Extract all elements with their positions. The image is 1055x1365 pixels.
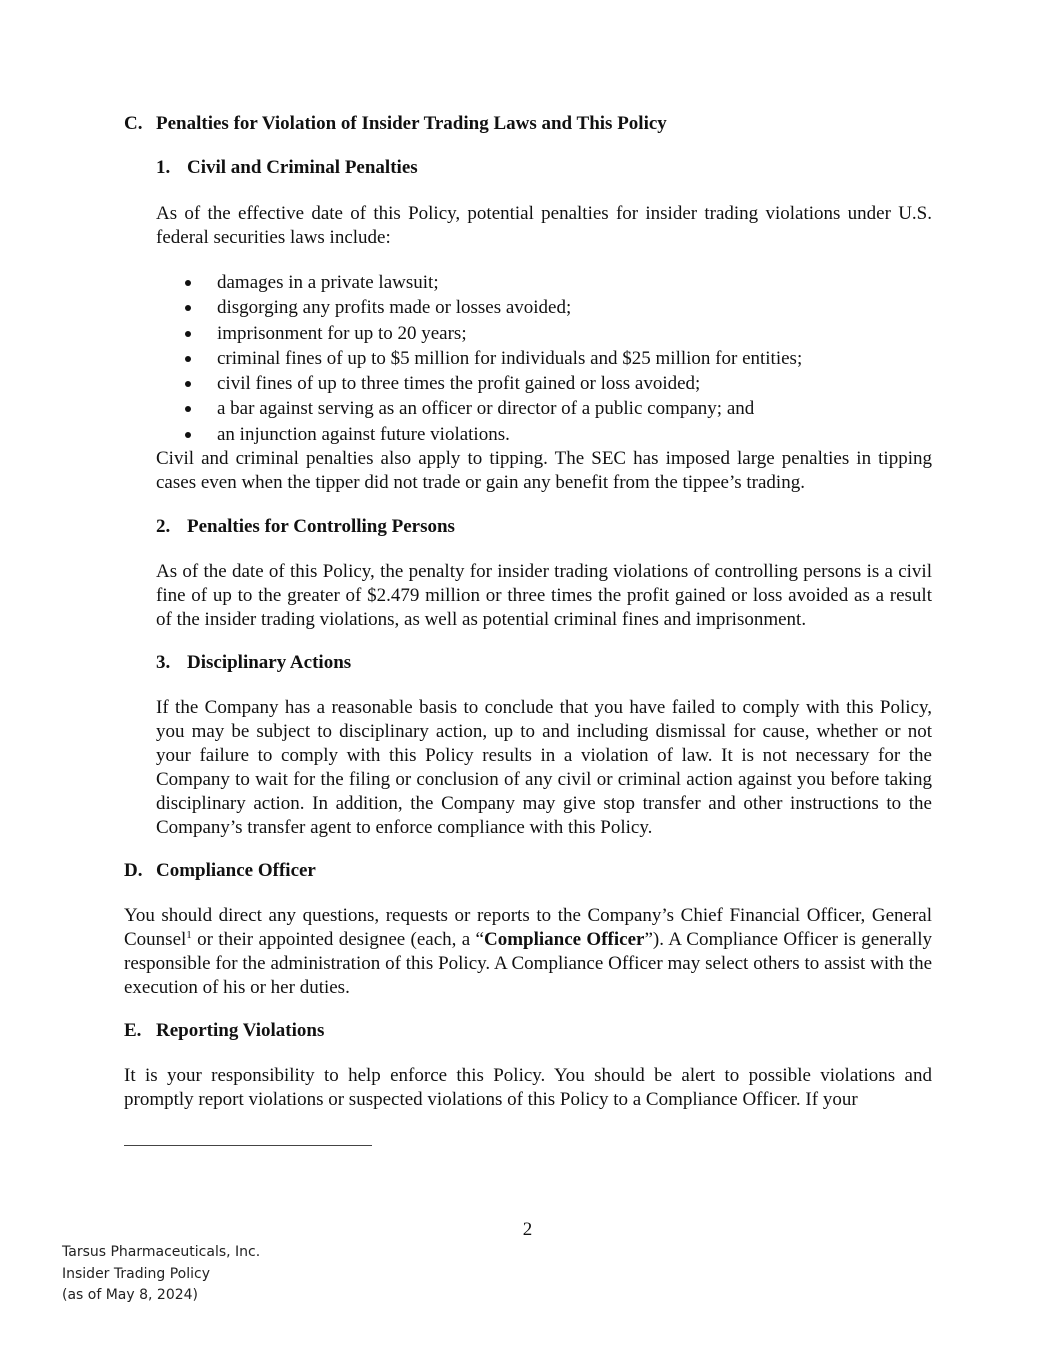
section-c-letter: C.	[124, 113, 143, 134]
subsection-2-number: 2.	[156, 516, 171, 537]
defined-term: Compliance Officer	[483, 929, 645, 950]
bullet-icon	[185, 305, 191, 311]
subsection-2-paragraph: As of the date of this Policy, the penalty for insider trading violations of controlling persons is a civil fine of up to the greater of $2.479 million or three times the profit gained or loss avoided as a result of the insider trading violations, as well as potential criminal fines and imprisonment.	[156, 561, 932, 630]
section-c-title: Penalties for Violation of Insider Trading Laws and This Policy	[156, 113, 667, 134]
section-e-heading	[124, 1020, 324, 1042]
subsection-3-paragraph: If the Company has a reasonable basis to conclude that you have failed to comply with this Policy, you may be subject to disciplinary action, up to and including dismissal for cause, whether or not your failure to comply with this Policy results in a violation of law. It is not necessary for the Company to wait for the filing or conclusion of any civil or criminal action against you before taking disciplinary action. In addition, the Company may give stop transfer and other instructions to the Company’s transfer agent to enforce compliance with this Policy.	[156, 697, 932, 838]
subsection-1-number: 1.	[156, 157, 171, 178]
footer-date: (as of May 8, 2024)	[62, 1287, 199, 1303]
section-c-heading	[124, 113, 667, 135]
bullet-icon	[185, 406, 191, 412]
subsection-3-title: Disciplinary Actions	[187, 652, 352, 673]
subsection-2-title: Penalties for Controlling Persons	[187, 516, 455, 537]
bullet-icon	[185, 280, 191, 286]
list-item: damages in a private lawsuit;	[156, 270, 916, 295]
subsection-1-title: Civil and Criminal Penalties	[187, 157, 418, 178]
tipping-paragraph: Civil and criminal penalties also apply to tipping. The SEC has imposed large penalties in tipping cases even when the tipper did not trade or gain any benefit from the tippee’s trading.	[156, 448, 932, 493]
list-item: a bar against serving as an officer or director of a public company; and	[156, 396, 916, 421]
list-item: disgorging any profits made or losses avoided;	[156, 295, 916, 320]
footnote-marker: 1	[186, 929, 192, 941]
bullet-icon	[185, 381, 191, 387]
subsection-3-number: 3.	[156, 652, 171, 673]
list-item: civil fines of up to three times the profit gained or loss avoided;	[156, 371, 916, 396]
subsection-3-heading	[156, 652, 351, 674]
list-item: an injunction against future violations.	[156, 422, 916, 447]
page-footer	[62, 1242, 260, 1307]
list-item: imprisonment for up to 20 years;	[156, 321, 916, 346]
section-d-title: Compliance Officer	[156, 860, 316, 881]
section-e-title: Reporting Violations	[156, 1020, 325, 1041]
section-e-letter: E.	[124, 1020, 142, 1041]
footer-document-title: Insider Trading Policy	[62, 1265, 210, 1282]
subsection-1-heading	[156, 157, 418, 179]
section-d-heading	[124, 860, 316, 882]
section-d-paragraph: You should direct any questions, requests or reports to the Company’s Chief Financial Officer, General Counsel$^1$ or their appointed designee (each, a “Compliance Officer”). A Compliance Officer is generally responsible for the administration of this Policy. A Compliance Officer may select others to assist with the execution of his or her duties.	[124, 905, 932, 998]
section-e-paragraph: It is your responsibility to help enforce this Policy. You should be alert to possible violations and promptly report violations or suspected violations of this Policy to a Compliance Officer. If your	[124, 1065, 932, 1110]
subsection-1-intro: As of the effective date of this Policy, potential penalties for insider trading violations under U.S. federal securities laws include:	[156, 203, 932, 248]
footnote-divider	[124, 1145, 372, 1146]
page-number: 2	[522, 1219, 533, 1240]
bullet-icon	[185, 331, 191, 337]
footer-company: Tarsus Pharmaceuticals, Inc.	[62, 1244, 261, 1260]
list-item: criminal fines of up to $5 million for individuals and $25 million for entities;	[156, 346, 916, 371]
subsection-2-heading	[156, 516, 455, 538]
bullet-icon	[185, 432, 191, 438]
bullet-icon	[185, 356, 191, 362]
penalties-list	[156, 270, 916, 447]
section-d-letter: D.	[124, 860, 143, 881]
